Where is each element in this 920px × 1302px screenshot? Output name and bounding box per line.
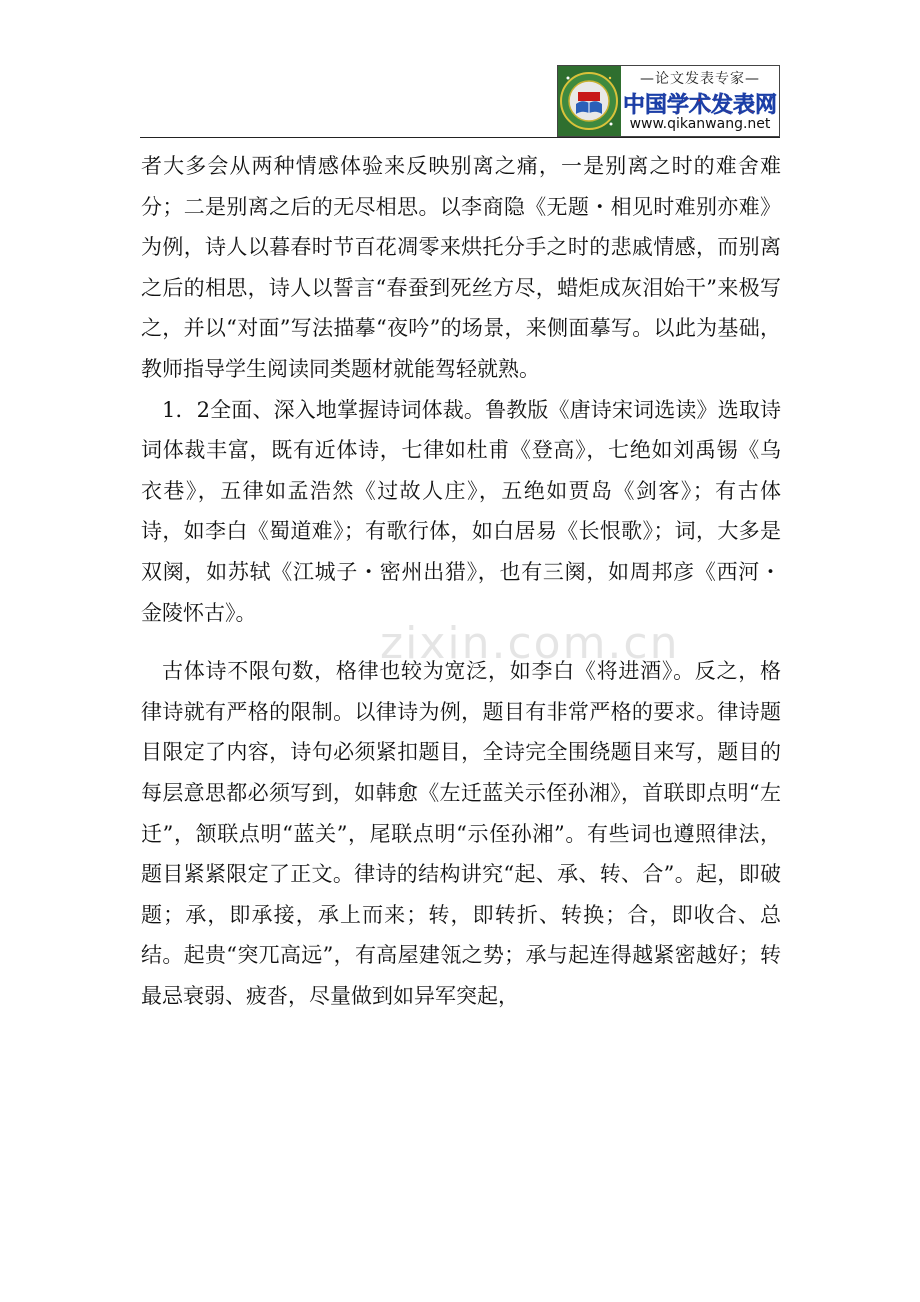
paragraph: 者大多会从两种情感体验来反映别离之痛，一是别离之时的难舍难分；二是别离之后的无尽相思。以李商隐《无题・相见时难别亦难》为例，诗人以暮春时节百花凋零来烘托分手之时的悲戚情感，而别离之后的相思，诗人以誓言“春蚕到死丝方尽，蜡炬成灰泪始干”来极写之，并以“对面”写法描摹“夜吟”的场景，来侧面摹写。以此为基础，教师指导学生阅读同类题材就能驾轻就熟。: [141, 154, 781, 381]
site-logo: [557, 65, 780, 137]
paragraph: 1．2全面、深入地掌握诗词体裁。鲁教版《唐诗宋词选读》选取诗词体裁丰富，既有近体诗，七律如杜甫《登高》，七绝如刘禹锡《乌衣巷》，五律如孟浩然《过故人庄》，五绝如贾岛《剑客》；有古体诗，如李白《蜀道难》；有歌行体，如白居易《长恨歌》；词，大多是双阕，如苏轼《江城子・密州出猎》，也有三阕，如周邦彦《西河・金陵怀古》。: [141, 397, 781, 625]
logo-url: www.qikanwang.net: [629, 116, 771, 132]
header-divider: [140, 137, 780, 138]
paragraph-gap: [141, 633, 781, 651]
book-emblem-icon: [558, 66, 621, 136]
logo-text-block: [621, 66, 779, 136]
paragraph: 古体诗不限句数，格律也较为宽泛，如李白《将进酒》。反之，格律诗就有严格的限制。以律诗为例，题目有非常严格的要求。律诗题目限定了内容，诗句必须紧扣题目，全诗完全围绕题目来写，题目的每层意思都必须写到，如韩愈《左迁蓝关示侄孙湘》，首联即点明“左迁”，颔联点明“蓝关”，尾联点明“示侄孙湘”。有些词也遵照律法，题目紧紧限定了正文。律诗的结构讲究“起、承、转、合”。起，即破题；承，即承接，承上而来；转，即转折、转换；合，即收合、总结。起贵“突兀高远”，有高屋建瓴之势；承与起连得越紧密越好；转最忌衰弱、疲沓，尽量做到如异军突起，: [141, 659, 781, 1008]
watermark: zixin.com.cn: [380, 618, 680, 669]
logo-slogan: —论文发表专家—: [640, 71, 760, 87]
document-body: [141, 146, 781, 1016]
logo-brand-name: 中国学术发表网: [622, 93, 777, 118]
